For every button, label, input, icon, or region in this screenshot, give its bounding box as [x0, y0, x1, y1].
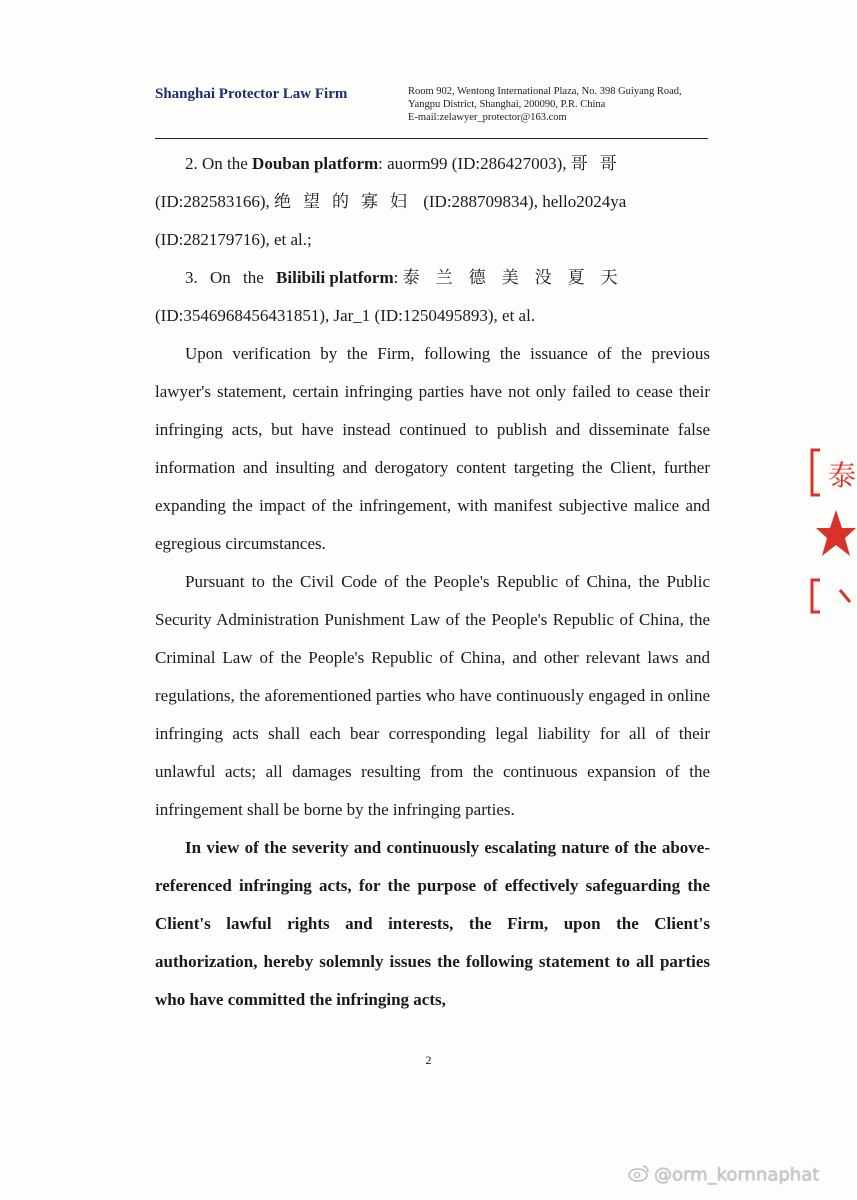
page-number: 2 [425, 1053, 432, 1067]
header-divider [155, 138, 708, 139]
watermark-text: @orm_kornnaphat [654, 1164, 820, 1186]
weibo-watermark [628, 1164, 819, 1187]
address-line: Yangpu District, Shanghai, 200090, P.R. China [408, 99, 606, 110]
platform-name: Bilibili platform [276, 268, 394, 287]
weibo-icon [628, 1164, 650, 1187]
paragraph: Pursuant to the Civil Code of the People's Republic of China, the Public Security Administration Punishment Law of the People's Republic of China, the Criminal Law of the People's Republic of China, and other relevant laws and regulations, the aforementioned parties who have continuously engaged in online infringing acts shall each bear corresponding legal liability for all of their unlawful acts; all damages resulting from the continuous expansion of the infringement shall be borne by the infringing parties. [155, 572, 710, 819]
firm-address [408, 85, 682, 124]
paragraph: Upon verification by the Firm, following the issuance of the previous lawyer's statement, certain infringing parties have not only failed to cease their infringing acts, but have instead continued to publish and disseminate false information and insulting and derogatory content targeting the Client, further expanding the impact of the infringement, with manifest subjective malice and egregious circumstances. [155, 344, 710, 553]
list-item-bilibili: 3. On the Bilibili platform: 泰兰德美没夏天 (ID:3546968456431851), Jar_1 (ID:1250495893), et al. [155, 268, 634, 325]
chinese-username: 泰兰德美没夏天 [402, 268, 634, 288]
paragraph-emphasis: In view of the severity and continuously escalating nature of the above-referenced infringing acts, for the purpose of effectively safeguarding the Client's lawful rights and interests, the Firm, upon the Client's authorization, hereby solemnly issues the following statement to all parties who have committed the infringing acts, [155, 838, 710, 1009]
svg-text:泰: 泰 [828, 459, 856, 492]
email-line: E-mail:zelawyer_protector@163.com [408, 112, 567, 123]
firm-name: Shanghai Protector Law Firm [155, 86, 348, 102]
address-line: Room 902, Wentong International Plaza, No. 398 Guiyang Road, [408, 86, 682, 97]
seal-stamp-fragment [806, 440, 856, 620]
chinese-username: 哥哥 [570, 154, 629, 174]
list-item-douban: 2. On the Douban platform: auorm99 (ID:286427003), 哥哥 (ID:282583166), 绝望的寡妇 (ID:288709834), hello2024ya (ID:282179716), et al.; [155, 154, 629, 249]
chinese-username: 绝望的寡妇 [273, 192, 419, 212]
document-body [155, 145, 710, 1019]
platform-name: Douban platform [252, 154, 379, 173]
